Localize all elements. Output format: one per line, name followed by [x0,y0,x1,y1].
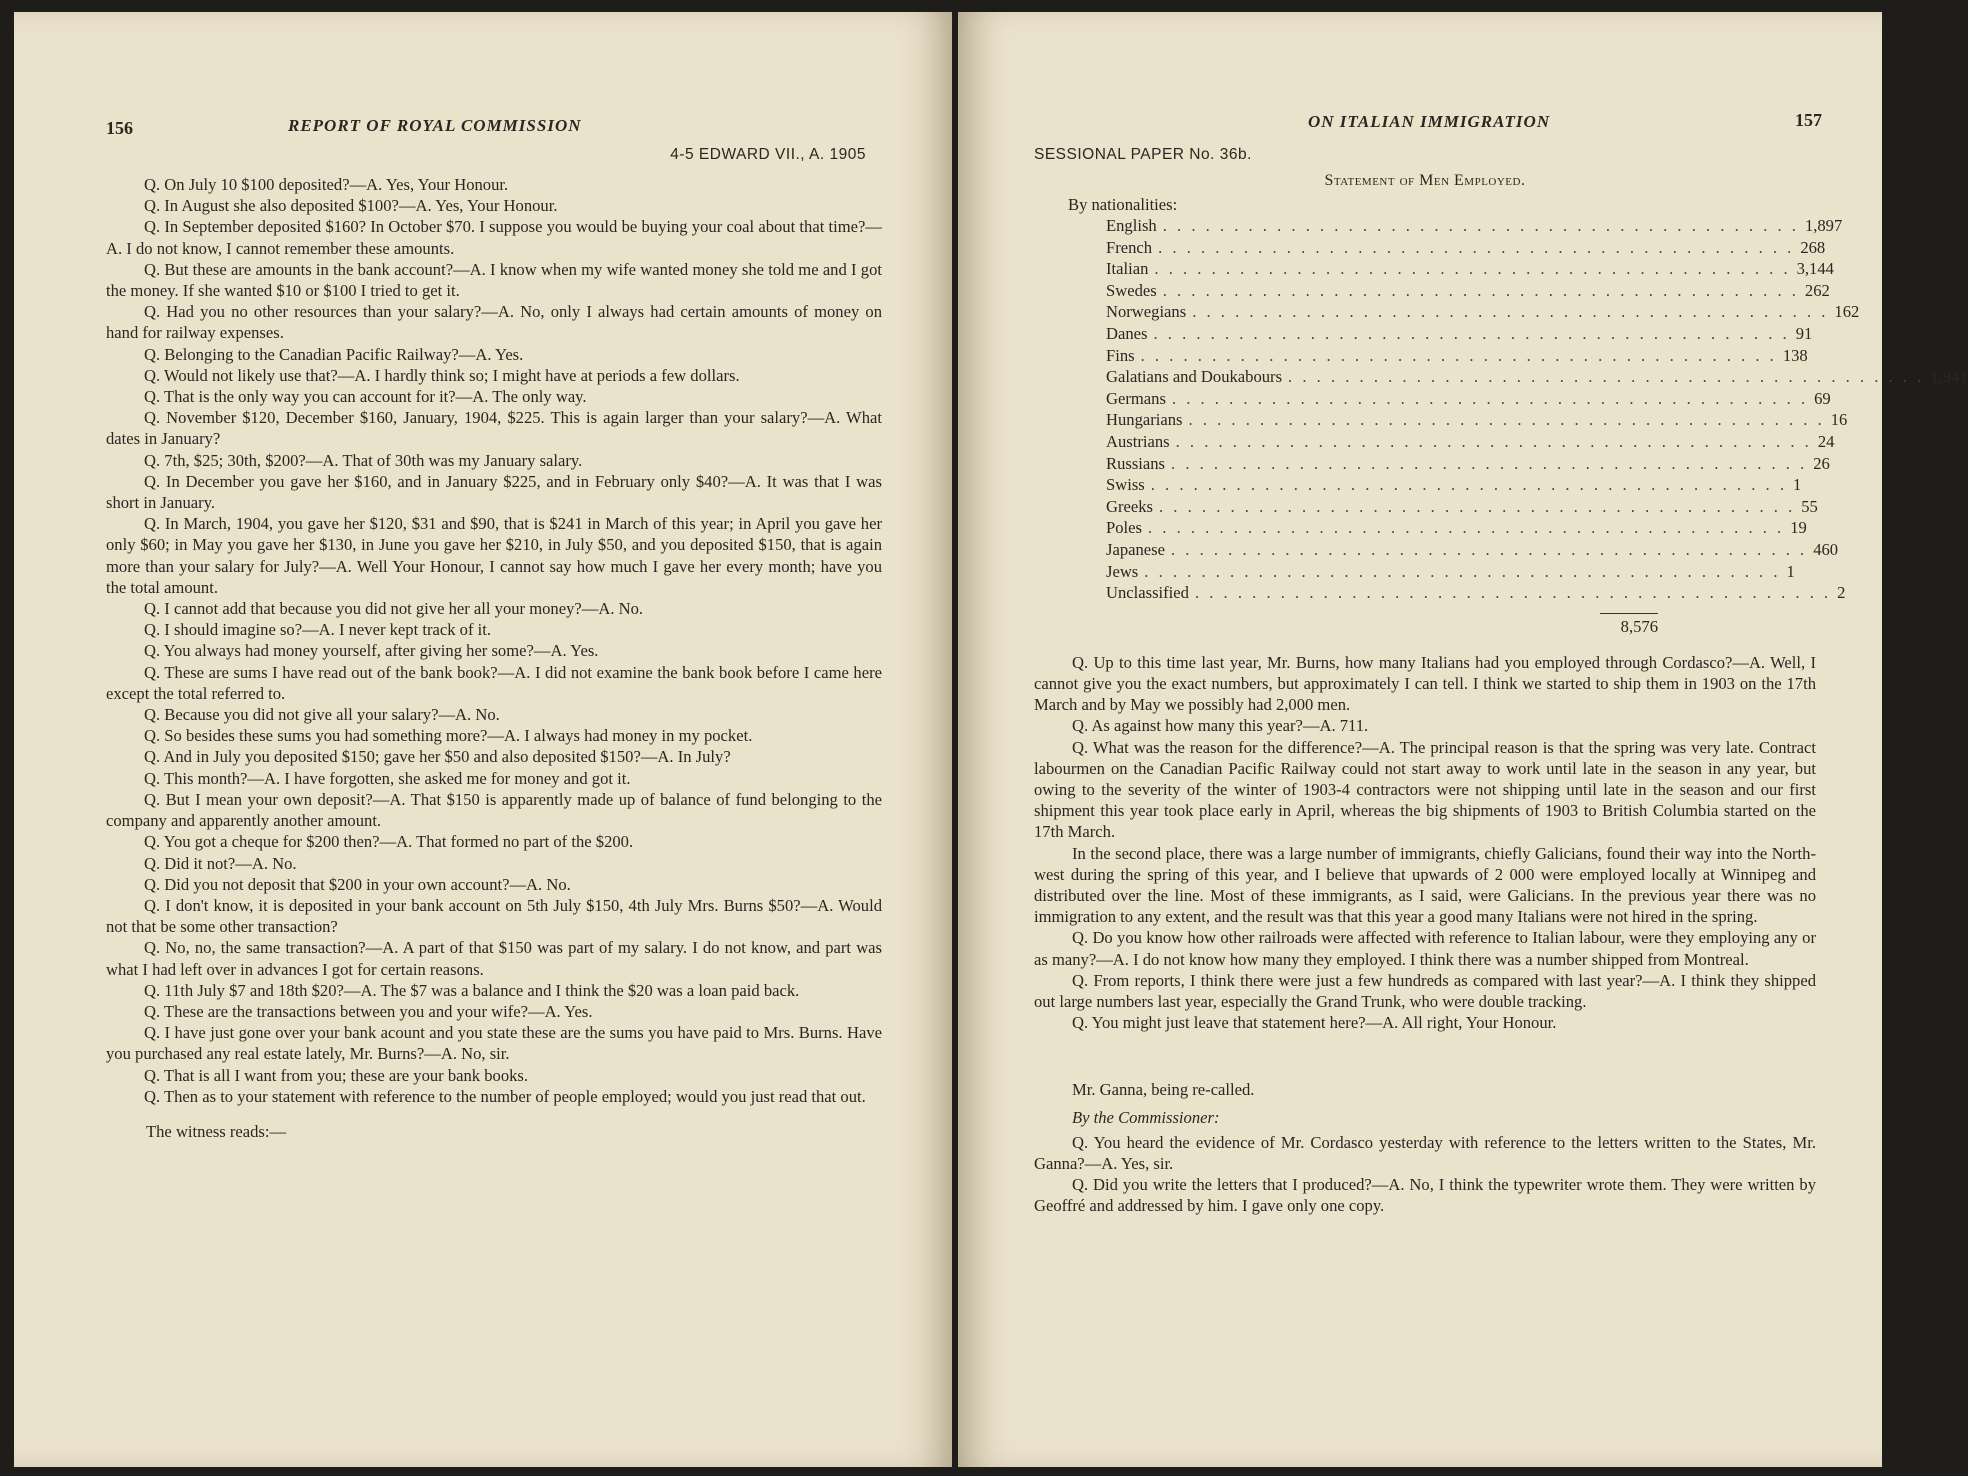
nationality-count: 69 [1814,388,1831,408]
qa-paragraph: Q. I cannot add that because you did not give her all your money?—A. No. [144,599,644,619]
leader-dots: . . . . . . . . . . . . . . . . . . . . . . . . . . . . . . . . . . . . . . . . . . . . . [1188,410,1825,430]
qa-paragraph: Q. Up to this time last year, Mr. Burns, how many Italians had you employed through Cordasco?—A. Well, I cannot give you the exact numbers, but approximately I can tell. I think we started to ship them in 1903 on the 17th March and by May we possibly had 2,000 men. [1034,652,1816,715]
nationality-label: Hungarians [1106,410,1183,430]
statement-row [1068,323,1813,346]
statement-row [1068,388,1831,411]
nationality-label: Jews [1106,561,1139,581]
nationality-label: Austrians [1106,431,1170,451]
nationality-label: Russians [1106,453,1166,473]
nationality-label: Italian [1106,259,1149,279]
nationality-label: Unclassified [1106,583,1189,603]
qa-paragraph: Q. 11th July $7 and 18th $20?—A. The $7 was a balance and I think the $20 was a loan paid back. [144,980,800,1000]
qa-paragraph: Q. Did it not?—A. No. [144,853,297,873]
qa-paragraph: Q. These are sums I have read out of the bank book?—A. I did not examine the bank book before I came here except the total referred to. [106,662,882,703]
qa-paragraph: Q. In December you gave her $160, and in January $225, and in February only $40?—A. It was that I was short in January. [106,471,882,513]
leader-dots: . . . . . . . . . . . . . . . . . . . . . . . . . . . . . . . . . . . . . . . . . . . . . [1158,237,1795,257]
nationality-label: French [1106,237,1153,257]
left-page-number: 156 [106,118,133,138]
qa-paragraph: Q. This month?—A. I have forgotten, she asked me for money and got it. [144,768,631,788]
qa-paragraph: Q. In March, 1904, you gave her $120, $31 and $90, that is $241 in March of this year; in April you gave her only $60; in May you gave her $130, in June you gave her $210, in July $50, and you deposited $150, that is again more than your salary for July?—A. Well Your Honour, I cannot say how much I gave her every month; have you the total amount. [106,514,882,597]
nationality-count: 24 [1817,431,1835,451]
qa-paragraph: Q. What was the reason for the difference?—A. The principal reason is that the spring was very late. Contract labourmen on the Canadian Pacific Railway could not start away to work until late in the season in any year, but owing to the severity of the winter of 1903-4 contractors were not shipping until late in the season and our first shipment this year took place early in April, whereas the big shipments of 1903 to British Columbia started on the 17th March. [1034,737,1816,842]
qa-paragraph: Q. 7th, $25; 30th, $200?—A. That of 30th was my January salary. [144,450,583,470]
right-body-text [1034,652,1816,1034]
qa-paragraph: Q. Because you did not give all your salary?—A. No. [144,705,500,725]
statement-row [1068,280,1830,303]
leader-dots: . . . . . . . . . . . . . . . . . . . . . . . . . . . . . . . . . . . . . . . . . . . . . [1171,388,1809,408]
nationality-count: 3,144 [1796,259,1834,279]
qa-paragraph: Q. Would not likely use that?—A. I hardly think so; I might have at periods a few dollars. [144,365,740,385]
leader-dots: . . . . . . . . . . . . . . . . . . . . . . . . . . . . . . . . . . . . . . . . . . . . . [1162,216,1799,235]
nationality-count: 162 [1834,302,1860,322]
qa-paragraph: Q. Had you no other resources than your salary?—A. No, only I always had certain amounts of money on hand for railway expenses. [106,302,882,343]
nationality-label: Danes [1106,323,1148,343]
statement-row [1068,367,1968,389]
nationality-label: Galatians and Doukabours [1106,367,1283,387]
nationality-label: Poles [1106,518,1142,538]
leader-dots: . . . . . . . . . . . . . . . . . . . . . . . . . . . . . . . . . . . . . . . . . . . . . [1144,561,1781,581]
statement-row [1068,475,1802,497]
statement-title: Statement of Men Employed. [1324,172,1526,189]
nationality-label: Swedes [1106,280,1157,300]
statement-row [1068,453,1830,476]
leader-dots: . . . . . . . . . . . . . . . . . . . . . . . . . . . . . . . . . . . . . . . . . . . . . [1288,367,1925,387]
nationality-count: 1,941 [1930,367,1968,387]
statement-row [1068,302,1860,324]
nationality-count: 19 [1790,518,1807,538]
qa-paragraph: Q. That is all I want from you; these are your bank books. [144,1065,529,1085]
nationality-label: Germans [1106,388,1166,408]
qa-paragraph: Q. I should imagine so?—A. I never kept track of it. [144,620,491,640]
right-body-text-continued [1034,1132,1816,1217]
statement-row [1068,410,1848,432]
nationality-count: 262 [1804,280,1830,300]
right-running-head [1034,110,1822,140]
statement-rows [1068,216,1968,605]
qa-paragraph: Q. Do you know how other railroads were affected with reference to Italian labour, were they employing any or as many?—A. I do not know how many they employed. I think there was a number shipped from Montreal. [1034,928,1816,969]
qa-paragraph: Q. You got a cheque for $200 then?—A. That formed no part of the $200. [144,832,634,852]
left-page [14,12,952,1467]
nationality-count: 460 [1813,539,1839,559]
nationality-count: 2 [1837,583,1846,603]
statement-row [1068,237,1826,260]
nationality-count: 55 [1801,496,1818,516]
statement-row [1068,259,1834,281]
statement-row [1068,431,1835,454]
witness-recalled-line: Mr. Ganna, being re-called. [1072,1080,1255,1100]
statement-caption: By nationalities: [1068,195,1178,214]
qa-paragraph: In the second place, there was a large number of immigrants, chiefly Galicians, found their way into the North-west during the spring of this year, and I believe that upwards of 2 000 were employed locally at Winnipeg and distributed over the line. Most of these immigrants, as I said, were Galicians. In the previous year there was no immigration to any extent, and the result was that this year a good many Italians were not hired in the spring. [1034,843,1816,927]
leader-dots: . . . . . . . . . . . . . . . . . . . . . . . . . . . . . . . . . . . . . . . . . . . . . [1147,518,1785,538]
left-session-line: 4-5 EDWARD VII., A. 1905 [670,146,866,163]
nationality-label: Japanese [1106,539,1165,559]
qa-paragraph: Q. Belonging to the Canadian Pacific Railway?—A. Yes. [144,344,524,364]
nationality-label: English [1106,216,1157,235]
statement-row [1068,496,1818,519]
qa-paragraph: Q. From reports, I think there were just a few hundreds as compared with last year?—A. I think they shipped out large numbers last year, especially the Grand Trunk, who were double tracking. [1034,970,1816,1011]
left-running-head [106,116,882,144]
left-running-title: REPORT OF ROYAL COMMISSION [288,116,582,135]
right-session-line: SESSIONAL PAPER No. 36b. [1034,146,1252,163]
leader-dots: . . . . . . . . . . . . . . . . . . . . . . . . . . . . . . . . . . . . . . . . . . . . . [1154,259,1791,279]
qa-paragraph: Q. That is the only way you can account for it?—A. The only way. [144,387,587,407]
nationality-label: Fins [1106,345,1135,365]
nationality-count: 91 [1795,323,1813,343]
leader-dots: . . . . . . . . . . . . . . . . . . . . . . . . . . . . . . . . . . . . . . . . . . . . . [1153,323,1790,343]
statement-total: 8,576 [1620,616,1658,636]
qa-paragraph: Q. November $120, December $160, January, 1904, $225. This is again larger than your salary?—A. What dates in January? [106,408,882,449]
nationality-count: 1 [1792,475,1802,495]
qa-paragraph: Q. Did you not deposit that $200 in your own account?—A. No. [144,874,571,894]
qa-paragraph: Q. And in July you deposited $150; gave her $50 and also deposited $150?—A. In July? [144,747,731,767]
qa-paragraph: Q. On July 10 $100 deposited?—A. Yes, Your Honour. [144,175,509,194]
nationality-label: Swiss [1106,475,1145,495]
qa-paragraph: Q. You might just leave that statement here?—A. All right, Your Honour. [1072,1013,1557,1033]
leader-dots: . . . . . . . . . . . . . . . . . . . . . . . . . . . . . . . . . . . . . . . . . . . . . [1140,345,1777,365]
statement-row [1068,216,1843,238]
qa-paragraph: Q. But these are amounts in the bank account?—A. I know when my wife wanted money she told me and I got the money. If she wanted $10 or $100 I tried to get it. [106,259,882,301]
leader-dots: . . . . . . . . . . . . . . . . . . . . . . . . . . . . . . . . . . . . . . . . . . . . . [1171,453,1808,473]
qa-paragraph: Q. No, no, the same transaction?—A. A part of that $150 was part of my salary. I do not know, and part was what I had left over in advances I got for certain reasons. [106,938,882,979]
qa-paragraph: Q. So besides these sums you had something more?—A. I always had money in my pocket. [144,726,753,746]
nationality-label: Greeks [1106,496,1153,516]
leader-dots: . . . . . . . . . . . . . . . . . . . . . . . . . . . . . . . . . . . . . . . . . . . . . [1175,431,1812,451]
nationality-count: 1,897 [1804,216,1843,235]
qa-paragraph: Q. Then as to your statement with reference to the number of people employed; would you just read that out. [144,1086,866,1106]
leader-dots: . . . . . . . . . . . . . . . . . . . . . . . . . . . . . . . . . . . . . . . . . . . . . [1159,496,1796,516]
nationality-count: 26 [1813,453,1830,473]
qa-paragraph: Q. You heard the evidence of Mr. Cordasco yesterday with reference to the letters written to the States, Mr. Ganna?—A. Yes, sir. [1034,1132,1816,1173]
examiner-line: By the Commissioner: [1072,1107,1220,1127]
qa-paragraph: Q. You always had money yourself, after giving her some?—A. Yes. [144,641,599,661]
qa-paragraph: Q. I have just gone over your bank acount and you state these are the sums you have paid to Mrs. Burns. Have you purchased any real estate lately, Mr. Burns?—A. No, sir. [106,1023,882,1064]
qa-paragraph: Q. In August she also deposited $100?—A. Yes, Your Honour. [144,196,558,216]
statement-row [1068,345,1808,368]
nationality-count: 16 [1830,410,1848,430]
left-body-text [106,174,882,1107]
qa-paragraph: Q. Did you write the letters that I produced?—A. No, I think the typewriter wrote them. They were written by Geoffré and addressed by him. I gave only one copy. [1034,1175,1816,1216]
nationality-count: 138 [1782,345,1808,365]
qa-paragraph: Q. But I mean your own deposit?—A. That $150 is apparently made up of balance of fund belonging to the company and apparently another amount. [106,789,882,831]
qa-paragraph: Q. In September deposited $160? In October $70. I suppose you would be buying your coal about that time?—A. I do not know, I cannot remember these amounts. [106,217,882,258]
right-page-number: 157 [1795,110,1822,130]
leader-dots: . . . . . . . . . . . . . . . . . . . . . . . . . . . . . . . . . . . . . . . . . . . . . [1150,475,1787,495]
witness-reads-line: The witness reads:— [146,1121,287,1141]
leader-dots: . . . . . . . . . . . . . . . . . . . . . . . . . . . . . . . . . . . . . . . . . . . . . [1194,583,1832,603]
nationality-label: Norwegians [1106,302,1187,322]
statement-row [1068,583,1846,605]
statement-table [1068,194,1968,640]
nationality-count: 268 [1800,237,1826,257]
statement-row [1068,539,1839,562]
leader-dots: . . . . . . . . . . . . . . . . . . . . . . . . . . . . . . . . . . . . . . . . . . . . . [1162,280,1799,300]
statement-row [1068,561,1795,584]
right-running-title: ON ITALIAN IMMIGRATION [1308,112,1551,131]
qa-paragraph: Q. These are the transactions between you and your wife?—A. Yes. [144,1001,593,1021]
qa-paragraph: Q. As against how many this year?—A. 711. [1072,716,1369,736]
qa-paragraph: Q. I don't know, it is deposited in your bank account on 5th July $150, 4th July Mrs. Burns $50?—A. Would not that be some other transaction? [106,895,882,937]
right-page [958,12,1968,1467]
nationality-count: 1 [1786,561,1795,581]
leader-dots: . . . . . . . . . . . . . . . . . . . . . . . . . . . . . . . . . . . . . . . . . . . . . [1192,302,1829,322]
leader-dots: . . . . . . . . . . . . . . . . . . . . . . . . . . . . . . . . . . . . . . . . . . . . . [1170,539,1808,559]
statement-row [1068,518,1807,540]
